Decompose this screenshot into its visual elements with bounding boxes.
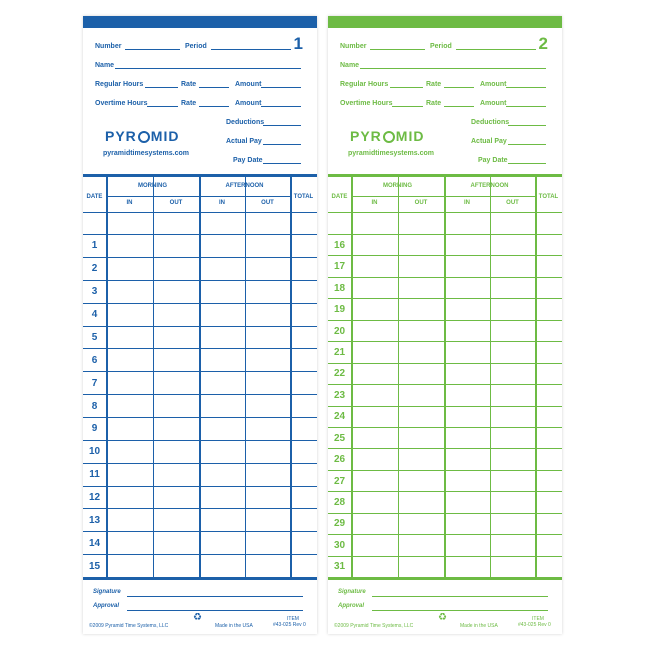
website-text: pyramidtimesystems.com — [348, 150, 434, 157]
morning-in-cell[interactable] — [352, 234, 398, 255]
day-number: 8 — [91, 400, 98, 412]
deductions-label: Deductions — [226, 119, 265, 126]
day-number: 16 — [333, 239, 346, 251]
morning-in-cell[interactable] — [107, 417, 153, 440]
day-number: 25 — [333, 432, 346, 444]
column-divider — [398, 177, 399, 577]
card-number: 2 — [538, 34, 548, 53]
day-number: 14 — [88, 537, 101, 549]
overtime-hours-field[interactable] — [147, 106, 178, 107]
day-number: 19 — [333, 304, 346, 315]
morning-in-cell[interactable] — [352, 513, 398, 534]
day-number: 11 — [89, 469, 100, 481]
actual-pay-field[interactable] — [263, 144, 301, 145]
approval-field[interactable] — [127, 610, 303, 611]
pyramid-logo: PYR MID — [350, 128, 425, 144]
number-label: Number — [95, 43, 122, 50]
pay-date-field[interactable] — [263, 163, 301, 164]
made-in-usa-text: Made in the USA — [460, 623, 498, 629]
column-divider — [444, 177, 446, 577]
morning-in-cell[interactable] — [352, 427, 398, 448]
day-number: 28 — [333, 497, 346, 508]
regular-hours-field[interactable] — [390, 87, 423, 88]
made-in-usa-text: Made in the USA — [215, 623, 253, 629]
deductions-field[interactable] — [508, 125, 546, 126]
pay-date-label: Pay Date — [233, 157, 263, 164]
morning-header: MORNING — [138, 183, 167, 189]
morning-in-cell[interactable] — [352, 491, 398, 512]
actual-pay-label: Actual Pay — [226, 138, 262, 145]
day-number: 27 — [333, 475, 346, 487]
afternoon-header: AFTERNOON — [470, 183, 509, 189]
afternoon-out-header: OUT — [506, 200, 519, 206]
morning-in-cell[interactable] — [352, 341, 398, 362]
period-label: Period — [430, 43, 452, 50]
column-divider — [535, 177, 537, 577]
afternoon-out-header: OUT — [261, 200, 274, 206]
day-number: 26 — [333, 454, 346, 466]
item-label: ITEM — [532, 616, 544, 622]
total-header: TOTAL — [293, 194, 314, 200]
recycle-icon: ♻ — [193, 612, 202, 623]
morning-in-cell[interactable] — [352, 298, 398, 319]
number-label: Number — [340, 43, 367, 50]
header-divider — [328, 212, 562, 213]
day-number: 29 — [333, 518, 346, 530]
morning-in-cell[interactable] — [107, 280, 153, 303]
morning-in-cell[interactable] — [107, 508, 153, 531]
rate-label: Rate — [181, 81, 197, 88]
day-number: 22 — [333, 368, 346, 380]
actual-pay-field[interactable] — [508, 144, 546, 145]
day-number: 17 — [333, 261, 346, 273]
name-label: Name — [340, 62, 360, 69]
morning-in-cell[interactable] — [352, 277, 398, 298]
overtime-hours-label: Overtime Hours — [95, 100, 148, 107]
signature-label: Signature — [338, 589, 366, 595]
copyright-text: ©2009 Pyramid Time Systems, LLC — [334, 623, 414, 629]
item-label: ITEM — [287, 616, 299, 622]
morning-in-header: IN — [126, 200, 133, 206]
morning-out-header: OUT — [414, 200, 428, 206]
copyright-text: ©2009 Pyramid Time Systems, LLC — [89, 623, 169, 629]
day-number: 1 — [91, 240, 98, 252]
amount-field[interactable] — [506, 87, 546, 88]
number-field[interactable] — [125, 49, 180, 50]
column-divider — [245, 177, 246, 577]
name-field[interactable] — [360, 68, 546, 69]
morning-in-cell[interactable] — [352, 448, 398, 469]
day-number: 10 — [88, 446, 101, 458]
header-divider — [106, 196, 290, 197]
morning-in-cell[interactable] — [352, 406, 398, 427]
day-number: 12 — [88, 492, 101, 503]
color-bar — [328, 16, 562, 28]
amount-label: Amount — [235, 100, 262, 107]
name-label: Name — [95, 62, 115, 69]
regular-hours-field[interactable] — [145, 87, 178, 88]
rate-field[interactable] — [444, 87, 474, 88]
regular-hours-label: Regular Hours — [340, 81, 389, 88]
approval-field[interactable] — [372, 610, 548, 611]
amount-field[interactable] — [261, 87, 301, 88]
deductions-field[interactable] — [263, 125, 301, 126]
rate-field[interactable] — [199, 106, 229, 107]
morning-in-cell[interactable] — [107, 463, 153, 486]
afternoon-header: AFTERNOON — [225, 183, 264, 189]
logo-ring-icon — [383, 131, 395, 143]
rate-label: Rate — [426, 81, 442, 88]
morning-in-cell[interactable] — [352, 556, 398, 577]
morning-in-header: IN — [371, 200, 378, 206]
day-number: 4 — [91, 309, 98, 320]
morning-in-cell[interactable] — [352, 255, 398, 276]
amount-field[interactable] — [261, 106, 301, 107]
day-number: 2 — [91, 263, 98, 275]
day-number: 31 — [333, 561, 346, 573]
recycle-icon: ♻ — [438, 612, 447, 623]
item-number: #43-025 Rev 0 — [518, 622, 551, 628]
day-number: 3 — [91, 286, 98, 298]
card-number: 1 — [293, 34, 303, 53]
approval-label: Approval — [93, 603, 120, 609]
day-number: 9 — [91, 423, 98, 435]
day-number: 30 — [333, 539, 346, 551]
time-grid — [328, 174, 562, 580]
morning-in-cell[interactable] — [107, 486, 153, 509]
time-card-1 — [83, 16, 317, 634]
color-bar — [83, 16, 317, 28]
rate-field[interactable] — [199, 87, 229, 88]
period-field[interactable] — [211, 49, 291, 50]
day-number: 7 — [91, 377, 98, 389]
day-number: 21 — [333, 346, 346, 358]
signature-field[interactable] — [372, 596, 548, 597]
date-header: DATE — [86, 194, 103, 200]
signature-label: Signature — [93, 589, 121, 595]
morning-in-cell[interactable] — [107, 554, 153, 577]
column-divider — [153, 177, 154, 577]
column-divider — [290, 177, 292, 577]
morning-header: MORNING — [383, 183, 412, 189]
actual-pay-label: Actual Pay — [471, 138, 507, 145]
period-label: Period — [185, 43, 207, 50]
overtime-hours-label: Overtime Hours — [340, 100, 393, 107]
morning-in-cell[interactable] — [352, 470, 398, 491]
amount-field[interactable] — [506, 106, 546, 107]
day-number: 23 — [333, 389, 346, 401]
signature-field[interactable] — [127, 596, 303, 597]
item-number: #43-025 Rev 0 — [273, 622, 306, 628]
amount-label: Amount — [480, 81, 507, 88]
regular-hours-label: Regular Hours — [95, 81, 144, 88]
number-field[interactable] — [370, 49, 425, 50]
morning-in-cell[interactable] — [107, 303, 153, 326]
name-field[interactable] — [115, 68, 301, 69]
pyramid-logo: PYR MID — [105, 128, 180, 144]
rate-label: Rate — [181, 100, 197, 107]
day-number: 24 — [333, 411, 346, 423]
pay-date-field[interactable] — [508, 163, 546, 164]
afternoon-in-header: IN — [464, 200, 470, 206]
day-number: 5 — [91, 331, 98, 343]
logo-ring-icon — [138, 131, 150, 143]
morning-in-cell[interactable] — [107, 371, 153, 394]
overtime-hours-field[interactable] — [392, 106, 423, 107]
day-number: 20 — [333, 325, 346, 337]
morning-out-header: OUT — [169, 200, 183, 206]
morning-in-cell[interactable] — [352, 320, 398, 341]
morning-in-cell[interactable] — [352, 384, 398, 405]
morning-in-cell[interactable] — [107, 234, 153, 257]
morning-in-cell[interactable] — [107, 326, 153, 349]
rate-field[interactable] — [444, 106, 474, 107]
rate-label: Rate — [426, 100, 442, 107]
morning-in-cell[interactable] — [107, 348, 153, 371]
deductions-label: Deductions — [471, 119, 510, 126]
day-number: 15 — [88, 560, 101, 572]
column-divider — [199, 177, 201, 577]
day-number: 18 — [333, 282, 346, 294]
morning-in-cell[interactable] — [107, 440, 153, 463]
morning-in-cell[interactable] — [107, 257, 153, 280]
morning-in-cell[interactable] — [107, 531, 153, 554]
time-card-2 — [328, 16, 562, 634]
total-header: TOTAL — [538, 194, 559, 200]
amount-label: Amount — [235, 81, 262, 88]
column-divider — [490, 177, 491, 577]
header-divider — [83, 212, 317, 213]
day-number: 13 — [88, 514, 101, 526]
website-text: pyramidtimesystems.com — [103, 150, 189, 157]
afternoon-in-header: IN — [219, 200, 225, 206]
approval-label: Approval — [338, 603, 365, 609]
pay-date-label: Pay Date — [478, 157, 508, 164]
date-header: DATE — [331, 194, 348, 200]
morning-in-cell[interactable] — [107, 394, 153, 417]
day-number: 6 — [91, 354, 98, 366]
amount-label: Amount — [480, 100, 507, 107]
header-divider — [351, 196, 535, 197]
period-field[interactable] — [456, 49, 536, 50]
morning-in-cell[interactable] — [352, 534, 398, 555]
morning-in-cell[interactable] — [352, 363, 398, 384]
time-grid — [83, 174, 317, 580]
